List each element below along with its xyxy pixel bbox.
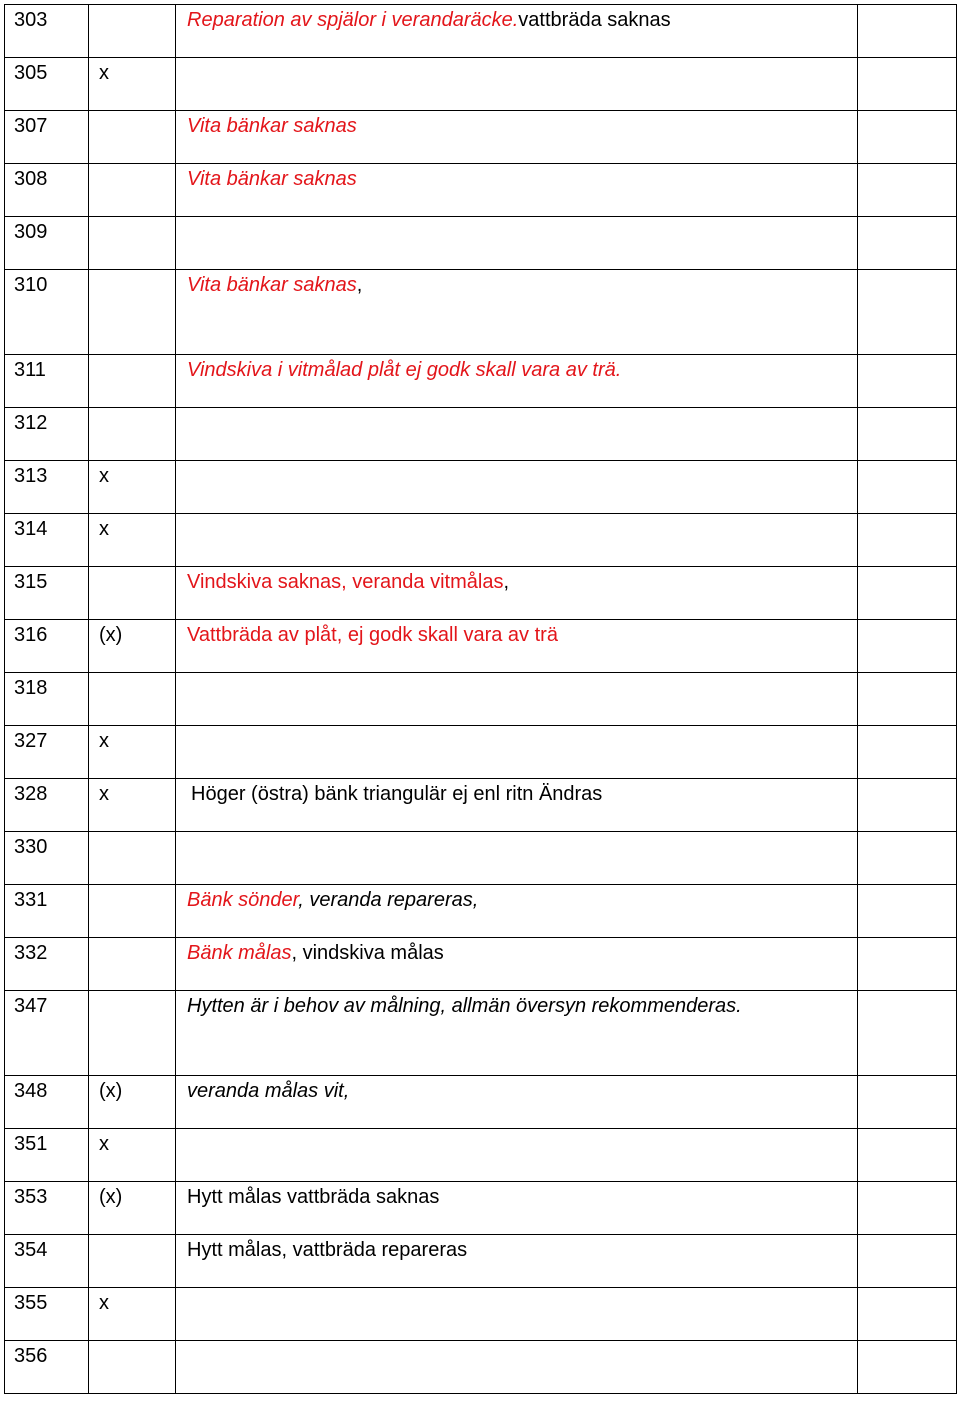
row-note: [176, 1129, 858, 1182]
row-note: [176, 1341, 858, 1394]
table-row: [5, 5, 957, 58]
row-mark: (x): [89, 1182, 176, 1235]
note-red-text: Vindskiva saknas, veranda vitmålas: [187, 571, 504, 593]
row-note: [176, 832, 858, 885]
row-extra: [858, 164, 957, 217]
inspection-table: [4, 4, 957, 1394]
row-mark: x: [89, 1129, 176, 1182]
row-note: [176, 1182, 858, 1235]
row-extra: [858, 1129, 957, 1182]
row-extra: [858, 1288, 957, 1341]
row-extra: [858, 408, 957, 461]
row-note: [176, 885, 858, 938]
row-extra: [858, 58, 957, 111]
row-mark: (x): [89, 620, 176, 673]
table-row: [5, 991, 957, 1076]
row-mark: [89, 355, 176, 408]
table-row: [5, 1129, 957, 1182]
row-number: 327: [5, 726, 89, 779]
row-number: 354: [5, 1235, 89, 1288]
row-extra: [858, 726, 957, 779]
row-number: 355: [5, 1288, 89, 1341]
note-red-text: Bänk sönder: [187, 889, 299, 911]
row-note: [176, 164, 858, 217]
row-extra: [858, 270, 957, 355]
row-mark: [89, 5, 176, 58]
row-mark: x: [89, 1288, 176, 1341]
note-text: veranda målas vit,: [187, 1080, 350, 1102]
row-extra: [858, 355, 957, 408]
row-extra: [858, 1235, 957, 1288]
row-note: [176, 514, 858, 567]
row-note: [176, 1288, 858, 1341]
row-mark: x: [89, 58, 176, 111]
row-note: [176, 461, 858, 514]
table-row: [5, 885, 957, 938]
table-row: [5, 567, 957, 620]
table-row: [5, 58, 957, 111]
row-number: 353: [5, 1182, 89, 1235]
row-note: [176, 1076, 858, 1129]
row-number: 332: [5, 938, 89, 991]
table-row: [5, 355, 957, 408]
row-note: [176, 111, 858, 164]
table-row: [5, 408, 957, 461]
row-mark: (x): [89, 1076, 176, 1129]
row-mark: [89, 567, 176, 620]
row-note: [176, 673, 858, 726]
row-number: 331: [5, 885, 89, 938]
row-mark: x: [89, 514, 176, 567]
row-extra: [858, 938, 957, 991]
note-text: ,: [503, 571, 510, 593]
row-extra: [858, 217, 957, 270]
row-extra: [858, 514, 957, 567]
row-number: 328: [5, 779, 89, 832]
row-note: [176, 991, 858, 1076]
note-red-text: Vita bänkar saknas: [187, 115, 357, 137]
row-extra: [858, 673, 957, 726]
row-extra: [858, 620, 957, 673]
row-mark: x: [89, 461, 176, 514]
row-number: 314: [5, 514, 89, 567]
row-mark: [89, 991, 176, 1076]
row-number: 311: [5, 355, 89, 408]
note-text: ,: [356, 274, 363, 296]
row-number: 347: [5, 991, 89, 1076]
row-note: [176, 726, 858, 779]
row-mark: [89, 938, 176, 991]
table-row: [5, 620, 957, 673]
row-mark: [89, 885, 176, 938]
row-number: 307: [5, 111, 89, 164]
row-note: [176, 355, 858, 408]
row-note: [176, 408, 858, 461]
note-text: , vindskiva målas: [291, 942, 444, 964]
note-text: Hytt målas, vattbräda repareras: [187, 1239, 468, 1261]
table-row: [5, 938, 957, 991]
note-red-text: Vita bänkar saknas: [187, 274, 357, 296]
note-red-text: Vattbräda av plåt, ej godk skall vara av trä: [187, 624, 558, 646]
row-number: 348: [5, 1076, 89, 1129]
row-extra: [858, 885, 957, 938]
row-extra: [858, 1182, 957, 1235]
row-note: [176, 567, 858, 620]
table-row: [5, 164, 957, 217]
note-red-text: Reparation av spjälor i verandaräcke.: [187, 9, 519, 31]
table-row: [5, 111, 957, 164]
row-mark: x: [89, 726, 176, 779]
row-mark: [89, 1341, 176, 1394]
row-mark: [89, 408, 176, 461]
row-extra: [858, 832, 957, 885]
table-row: [5, 217, 957, 270]
row-extra: [858, 111, 957, 164]
note-red-text: Vindskiva i vitmålad plåt ej godk skall vara av trä.: [187, 359, 622, 381]
row-number: 315: [5, 567, 89, 620]
note-text: , veranda repareras,: [298, 889, 479, 911]
row-number: 305: [5, 58, 89, 111]
row-note: [176, 58, 858, 111]
row-number: 313: [5, 461, 89, 514]
row-extra: [858, 567, 957, 620]
row-number: 309: [5, 217, 89, 270]
row-mark: [89, 270, 176, 355]
row-number: 330: [5, 832, 89, 885]
table-row: [5, 270, 957, 355]
row-number: 318: [5, 673, 89, 726]
note-text: Höger (östra) bänk triangulär ej enl ritn Ändras: [191, 783, 603, 805]
note-text: Hytt målas vattbräda saknas: [187, 1186, 440, 1208]
table-row: [5, 726, 957, 779]
table-row: [5, 461, 957, 514]
table-row: [5, 1182, 957, 1235]
row-number: 312: [5, 408, 89, 461]
row-note: [176, 5, 858, 58]
table-row: [5, 1288, 957, 1341]
row-number: 303: [5, 5, 89, 58]
row-note: [176, 938, 858, 991]
table-row: [5, 1341, 957, 1394]
row-number: 316: [5, 620, 89, 673]
row-extra: [858, 1076, 957, 1129]
table-row: [5, 673, 957, 726]
table-row: [5, 1235, 957, 1288]
note-text: vattbräda saknas: [518, 9, 671, 31]
table-row: [5, 514, 957, 567]
row-mark: [89, 1235, 176, 1288]
row-note: [176, 620, 858, 673]
row-note: [176, 779, 858, 832]
row-note: [176, 217, 858, 270]
row-mark: [89, 217, 176, 270]
row-extra: [858, 461, 957, 514]
table-row: [5, 832, 957, 885]
note-red-text: Bänk målas: [187, 942, 292, 964]
row-extra: [858, 779, 957, 832]
row-number: 310: [5, 270, 89, 355]
row-extra: [858, 1341, 957, 1394]
row-extra: [858, 5, 957, 58]
row-number: 356: [5, 1341, 89, 1394]
row-note: [176, 1235, 858, 1288]
row-mark: [89, 673, 176, 726]
row-mark: [89, 164, 176, 217]
row-mark: [89, 111, 176, 164]
row-number: 351: [5, 1129, 89, 1182]
note-red-text: Vita bänkar saknas: [187, 168, 357, 190]
row-mark: [89, 832, 176, 885]
note-text: Hytten är i behov av målning, allmän översyn rekommenderas.: [187, 995, 742, 1017]
row-mark: x: [89, 779, 176, 832]
row-number: 308: [5, 164, 89, 217]
row-note: [176, 270, 858, 355]
table-row: [5, 1076, 957, 1129]
table-row: [5, 779, 957, 832]
row-extra: [858, 991, 957, 1076]
